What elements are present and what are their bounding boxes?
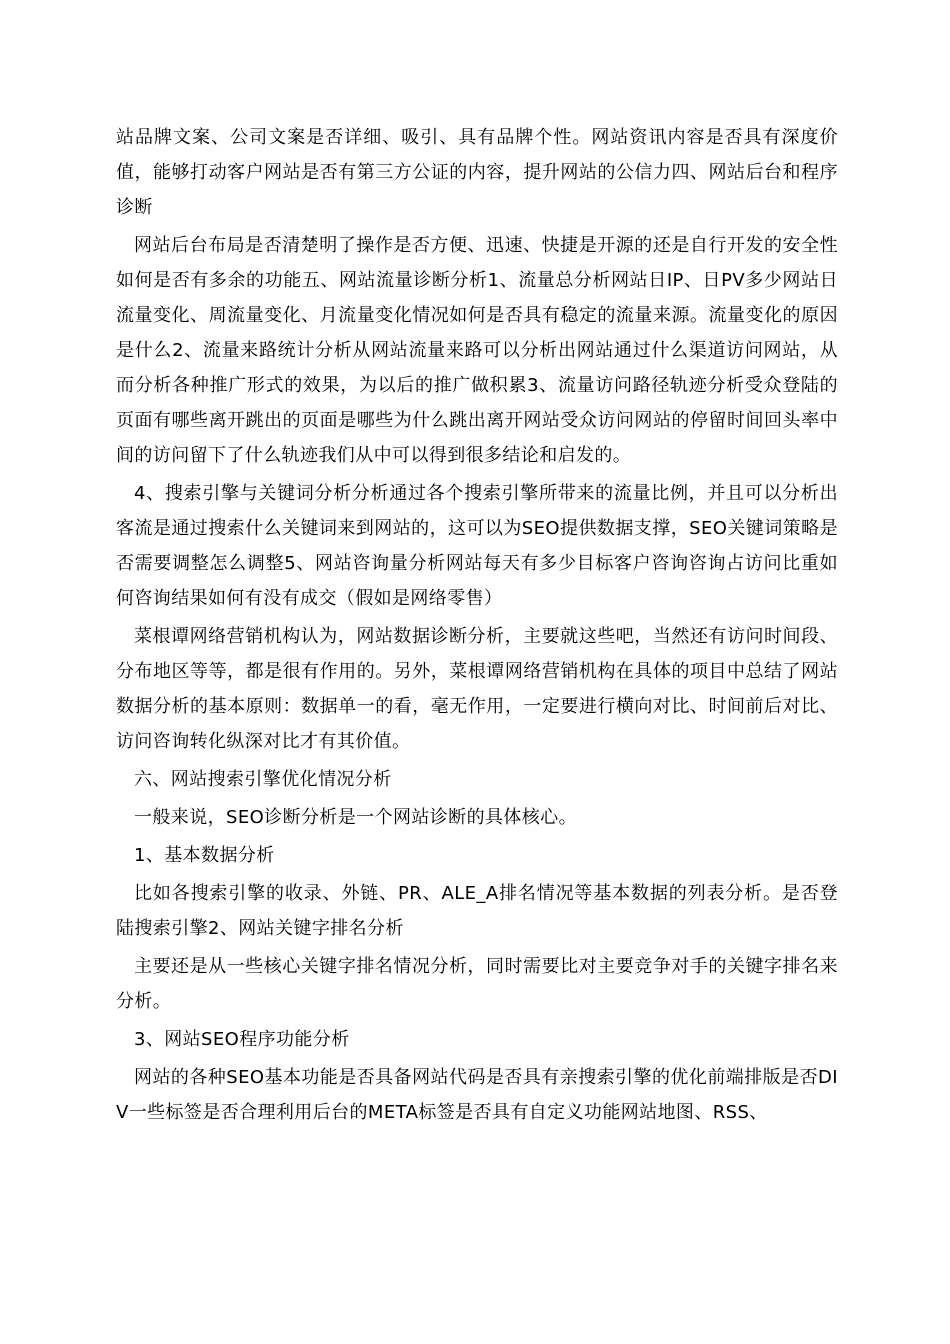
document-body (116, 120, 838, 1133)
paragraph-search-keywords: 4、搜索引擎与关键词分析分析通过各个搜索引擎所带来的流量比例，并且可以分析出客流是通过搜索什么关键词来到网站的，这可以为SEO提供数据支撑，SEO关键词策略是否需要调整怎么调整5、网站咨询量分析网站每天有多少目标客户咨询咨询占访问比重如何咨询结果如何有没有成交（假如是网络零售） (116, 483, 838, 609)
section-heading-seo: 六、网站搜索引擎优化情况分析 (134, 769, 392, 790)
paragraph-seo-core: 一般来说，SEO诊断分析是一个网站诊断的具体核心。 (134, 807, 577, 828)
subheading-seo-functions: 3、网站SEO程序功能分析 (134, 1029, 350, 1050)
paragraph-basic-data: 比如各搜索引擎的收录、外链、PR、ALE_A排名情况等基本数据的列表分析。是否登陆搜索引擎2、网站关键字排名分析 (116, 883, 838, 939)
paragraph-backend-traffic: 网站后台布局是否清楚明了操作是否方便、迅速、快捷是开源的还是自行开发的安全性如何是否有多余的功能五、网站流量诊断分析1、流量总分析网站日IP、日PV多少网站日流量变化、周流量变化、月流量变化情况如何是否具有稳定的流量来源。流量变化的原因是什么2、流量来路统计分析从网站流量来路可以分析出网站通过什么渠道访问网站，从而分析各种推广形式的效果，为以后的推广做积累3、流量访问路径轨迹分析受众登陆的页面有哪些离开跳出的页面是哪些为什么跳出离开网站受众访问网站的停留时间回头率中间的访问留下了什么轨迹我们从中可以得到很多结论和启发的。 (116, 235, 838, 466)
paragraph-brand-copy: 站品牌文案、公司文案是否详细、吸引、具有品牌个性。网站资讯内容是否具有深度价值，能够打动客户网站是否有第三方公证的内容，提升网站的公信力四、网站后台和程序诊断 (116, 127, 838, 218)
paragraph-data-principles: 菜根谭网络营销机构认为，网站数据诊断分析，主要就这些吧，当然还有访问时间段、分布地区等等，都是很有作用的。另外，菜根谭网络营销机构在具体的项目中总结了网站数据分析的基本原则：数据单一的看，毫无作用，一定要进行横向对比、时间前后对比、访问咨询转化纵深对比才有其价值。 (116, 626, 838, 752)
paragraph-keyword-ranking: 主要还是从一些核心关键字排名情况分析，同时需要比对主要竞争对手的关键字排名来分析。 (116, 956, 838, 1012)
paragraph-seo-functions: 网站的各种SEO基本功能是否具备网站代码是否具有亲搜索引擎的优化前端排版是否DIV一些标签是否合理利用后台的META标签是否具有自定义功能网站地图、RSS、 (116, 1067, 838, 1123)
subheading-basic-data: 1、基本数据分析 (134, 845, 275, 866)
